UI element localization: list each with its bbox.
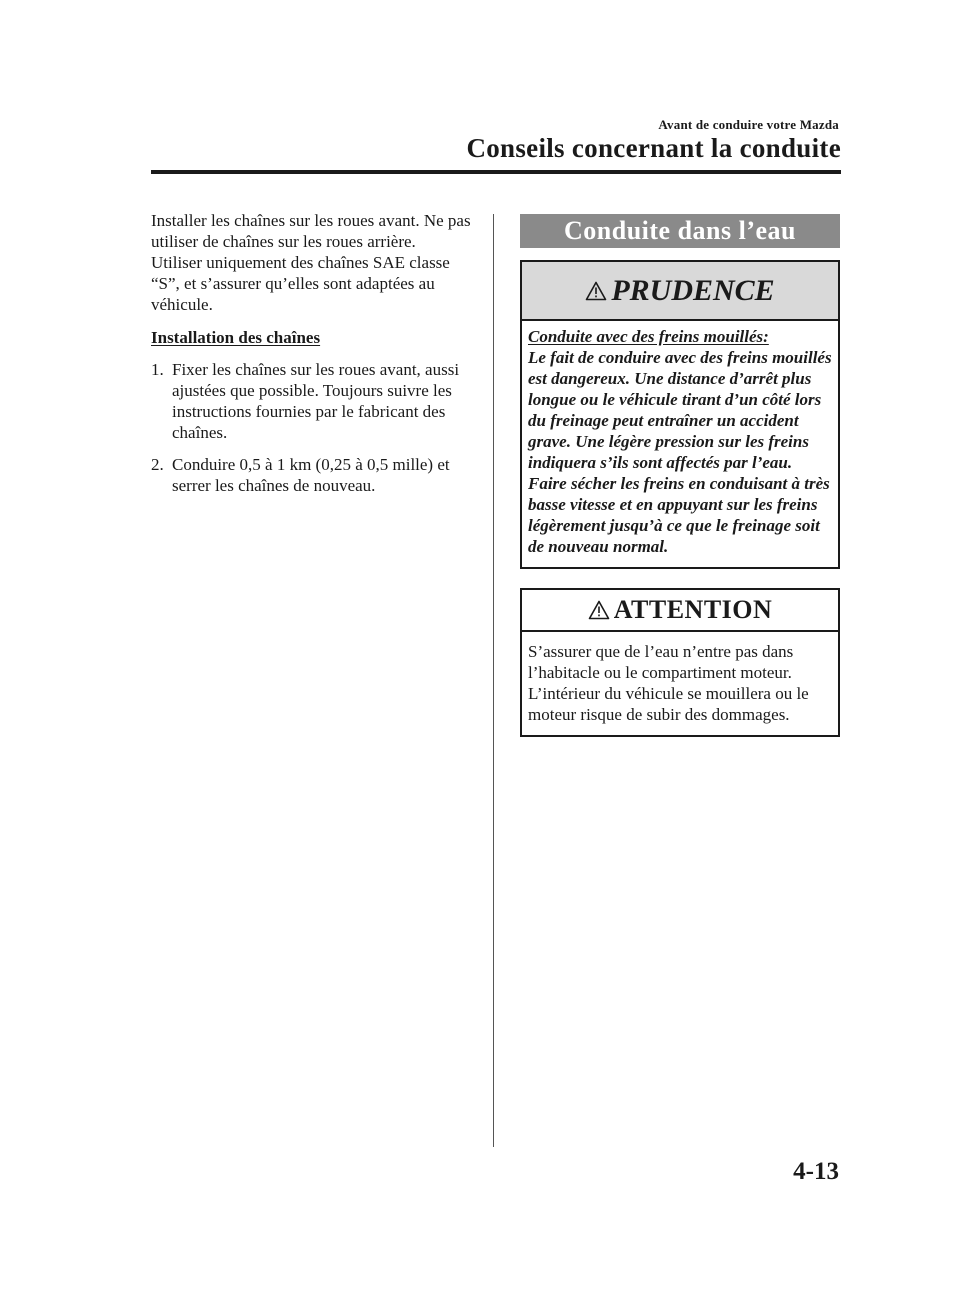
prudence-label: PRUDENCE	[611, 273, 775, 307]
step-text: Conduire 0,5 à 1 km (0,25 à 0,5 mille) et serrer les chaînes de nouveau.	[172, 455, 450, 495]
attention-text: S’assurer que de l’eau n’entre pas dans l’habitacle ou le compartiment moteur. L’intérieur du véhicule se mouillera ou le moteur risque de subir des dommages.	[528, 642, 809, 724]
prudence-heading: Conduite avec des freins mouillés:	[528, 327, 769, 346]
prudence-body	[522, 321, 838, 567]
attention-box	[520, 588, 840, 737]
warning-triangle-icon	[585, 281, 607, 301]
prudence-header	[522, 262, 838, 321]
page-number: 4-13	[793, 1158, 839, 1185]
left-column	[151, 210, 481, 496]
header-title: Conseils concernant la conduite	[466, 133, 841, 163]
step-item	[151, 359, 481, 443]
attention-header	[522, 590, 838, 632]
column-divider	[493, 214, 494, 1147]
attention-label: ATTENTION	[613, 595, 773, 624]
step-number: 2.	[151, 455, 164, 474]
intro-paragraph-1: Installer les chaînes sur les roues avant. Ne pas utiliser de chaînes sur les roues arrière.	[151, 211, 471, 251]
intro-paragraph-2: Utiliser uniquement des chaînes SAE classe “S”, et s’assurer qu’elles sont adaptées au véhicule.	[151, 253, 450, 314]
header-rule	[151, 170, 841, 174]
step-item	[151, 454, 481, 496]
header-subtitle: Avant de conduire votre Mazda	[658, 117, 839, 132]
chains-subheading: Installation des chaînes	[151, 328, 321, 347]
prudence-box	[520, 260, 840, 569]
step-number: 1.	[151, 360, 164, 379]
step-text: Fixer les chaînes sur les roues avant, aussi ajustées que possible. Toujours suivre les instructions fournies par le fabricant des chaînes.	[172, 360, 460, 442]
right-column	[520, 214, 840, 737]
section-banner: Conduite dans l’eau	[520, 214, 840, 248]
prudence-text: Le fait de conduire avec des freins mouillés est dangereux. Une distance d’arrêt plus longue ou le véhicule tirant d’un côté lors du freinage peut entraîner un accident grave. Une légère pression sur les freins indiquera s’ils sont affectés par l’eau. Faire sécher les freins en conduisant à très basse vitesse et en appuyant sur les freins légèrement jusqu’à ce que le freinage soit de nouveau normal.	[528, 348, 832, 556]
warning-triangle-icon	[588, 600, 610, 620]
